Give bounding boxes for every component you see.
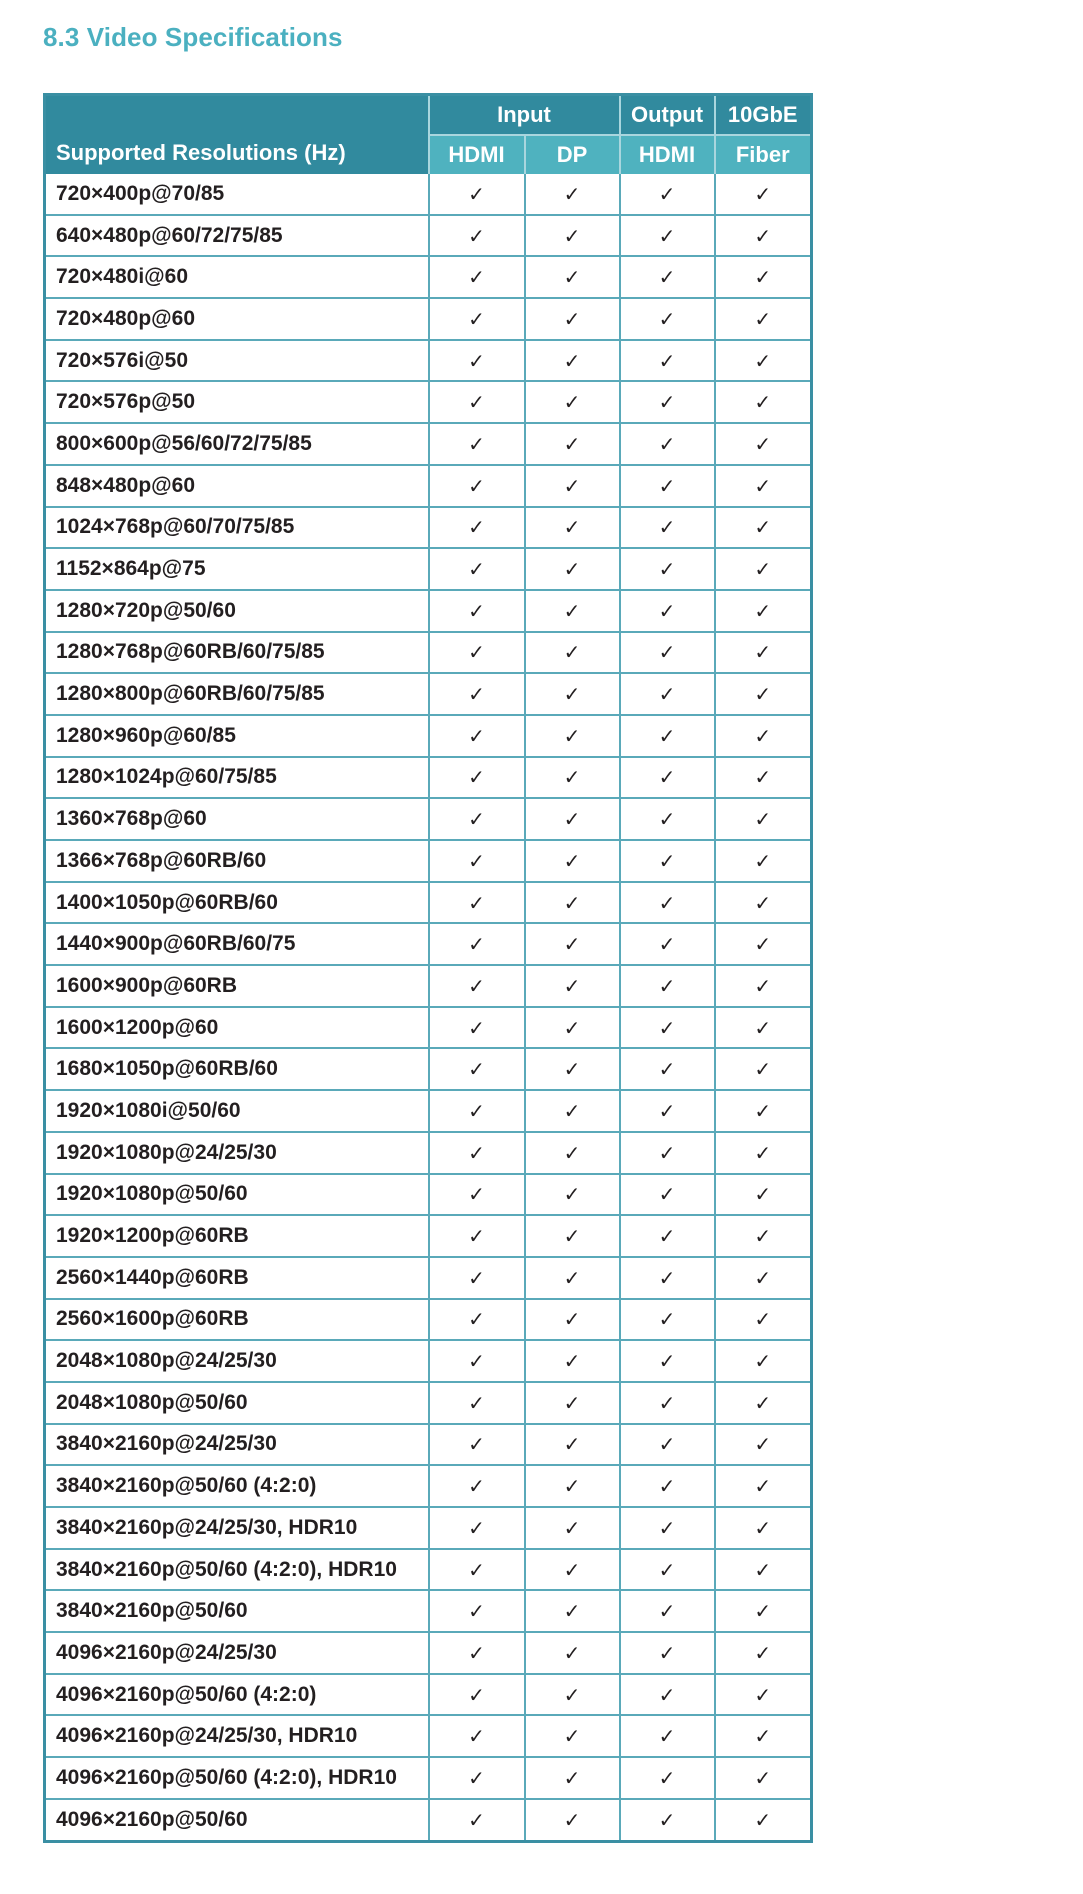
resolution-label: 1600×900p@60RB xyxy=(45,965,429,1007)
check-mark-icon: ✓ xyxy=(525,340,620,382)
check-mark-icon: ✓ xyxy=(525,1299,620,1341)
check-mark-icon: ✓ xyxy=(525,673,620,715)
resolution-label: 3840×2160p@50/60 (4:2:0) xyxy=(45,1465,429,1507)
resolution-label: 720×400p@70/85 xyxy=(45,174,429,215)
table-row xyxy=(45,1215,812,1257)
table-row xyxy=(45,1507,812,1549)
resolution-label: 1152×864p@75 xyxy=(45,548,429,590)
check-mark-icon: ✓ xyxy=(620,1549,715,1591)
table-row xyxy=(45,465,812,507)
table-row xyxy=(45,298,812,340)
check-mark-icon: ✓ xyxy=(620,1715,715,1757)
check-mark-icon: ✓ xyxy=(525,882,620,924)
check-mark-icon: ✓ xyxy=(429,174,525,215)
check-mark-icon: ✓ xyxy=(715,1549,812,1591)
table-row xyxy=(45,1340,812,1382)
check-mark-icon: ✓ xyxy=(715,1382,812,1424)
check-mark-icon: ✓ xyxy=(620,340,715,382)
check-mark-icon: ✓ xyxy=(620,1507,715,1549)
resolution-label: 720×576p@50 xyxy=(45,381,429,423)
header-group-output: Output xyxy=(620,95,715,136)
resolution-label: 720×480p@60 xyxy=(45,298,429,340)
table-row xyxy=(45,1465,812,1507)
table-row xyxy=(45,1382,812,1424)
table-row xyxy=(45,1174,812,1216)
check-mark-icon: ✓ xyxy=(620,757,715,799)
table-row xyxy=(45,1632,812,1674)
resolution-label: 1400×1050p@60RB/60 xyxy=(45,882,429,924)
check-mark-icon: ✓ xyxy=(525,1549,620,1591)
check-mark-icon: ✓ xyxy=(620,298,715,340)
check-mark-icon: ✓ xyxy=(620,1424,715,1466)
resolution-label: 2048×1080p@24/25/30 xyxy=(45,1340,429,1382)
check-mark-icon: ✓ xyxy=(429,590,525,632)
check-mark-icon: ✓ xyxy=(715,298,812,340)
check-mark-icon: ✓ xyxy=(525,1090,620,1132)
table-row xyxy=(45,1590,812,1632)
check-mark-icon: ✓ xyxy=(525,1340,620,1382)
table-row xyxy=(45,1132,812,1174)
resolution-label: 4096×2160p@24/25/30 xyxy=(45,1632,429,1674)
check-mark-icon: ✓ xyxy=(715,1257,812,1299)
check-mark-icon: ✓ xyxy=(429,381,525,423)
check-mark-icon: ✓ xyxy=(620,381,715,423)
check-mark-icon: ✓ xyxy=(620,1632,715,1674)
check-mark-icon: ✓ xyxy=(620,673,715,715)
table-row xyxy=(45,174,812,215)
check-mark-icon: ✓ xyxy=(715,1799,812,1841)
check-mark-icon: ✓ xyxy=(620,590,715,632)
resolution-label: 1920×1080p@50/60 xyxy=(45,1174,429,1216)
check-mark-icon: ✓ xyxy=(429,1048,525,1090)
resolution-label: 1280×1024p@60/75/85 xyxy=(45,757,429,799)
table-row xyxy=(45,1799,812,1841)
check-mark-icon: ✓ xyxy=(429,757,525,799)
check-mark-icon: ✓ xyxy=(715,715,812,757)
resolution-label: 848×480p@60 xyxy=(45,465,429,507)
header-fiber: Fiber xyxy=(715,135,812,174)
check-mark-icon: ✓ xyxy=(429,1715,525,1757)
table-row xyxy=(45,1007,812,1049)
check-mark-icon: ✓ xyxy=(525,590,620,632)
check-mark-icon: ✓ xyxy=(429,215,525,257)
check-mark-icon: ✓ xyxy=(429,1090,525,1132)
check-mark-icon: ✓ xyxy=(620,1132,715,1174)
table-row xyxy=(45,965,812,1007)
check-mark-icon: ✓ xyxy=(429,1174,525,1216)
check-mark-icon: ✓ xyxy=(715,590,812,632)
check-mark-icon: ✓ xyxy=(715,174,812,215)
check-mark-icon: ✓ xyxy=(620,1799,715,1841)
resolution-label: 4096×2160p@24/25/30, HDR10 xyxy=(45,1715,429,1757)
check-mark-icon: ✓ xyxy=(429,798,525,840)
check-mark-icon: ✓ xyxy=(525,507,620,549)
check-mark-icon: ✓ xyxy=(525,840,620,882)
check-mark-icon: ✓ xyxy=(429,1340,525,1382)
check-mark-icon: ✓ xyxy=(715,798,812,840)
table-row xyxy=(45,1424,812,1466)
check-mark-icon: ✓ xyxy=(620,548,715,590)
resolution-label: 1360×768p@60 xyxy=(45,798,429,840)
check-mark-icon: ✓ xyxy=(525,298,620,340)
check-mark-icon: ✓ xyxy=(715,1174,812,1216)
resolution-label: 1680×1050p@60RB/60 xyxy=(45,1048,429,1090)
check-mark-icon: ✓ xyxy=(525,1424,620,1466)
check-mark-icon: ✓ xyxy=(429,340,525,382)
resolution-label: 4096×2160p@50/60 (4:2:0) xyxy=(45,1674,429,1716)
resolution-label: 3840×2160p@24/25/30, HDR10 xyxy=(45,1507,429,1549)
check-mark-icon: ✓ xyxy=(620,1674,715,1716)
check-mark-icon: ✓ xyxy=(715,757,812,799)
resolution-label: 2560×1600p@60RB xyxy=(45,1299,429,1341)
table-row xyxy=(45,632,812,674)
check-mark-icon: ✓ xyxy=(429,1382,525,1424)
check-mark-icon: ✓ xyxy=(525,715,620,757)
check-mark-icon: ✓ xyxy=(429,507,525,549)
check-mark-icon: ✓ xyxy=(715,423,812,465)
check-mark-icon: ✓ xyxy=(525,923,620,965)
check-mark-icon: ✓ xyxy=(429,1424,525,1466)
check-mark-icon: ✓ xyxy=(715,507,812,549)
check-mark-icon: ✓ xyxy=(429,1465,525,1507)
check-mark-icon: ✓ xyxy=(525,1174,620,1216)
check-mark-icon: ✓ xyxy=(429,965,525,1007)
resolution-label: 1600×1200p@60 xyxy=(45,1007,429,1049)
check-mark-icon: ✓ xyxy=(429,1215,525,1257)
check-mark-icon: ✓ xyxy=(525,256,620,298)
check-mark-icon: ✓ xyxy=(429,840,525,882)
check-mark-icon: ✓ xyxy=(620,1590,715,1632)
check-mark-icon: ✓ xyxy=(620,465,715,507)
resolution-label: 1024×768p@60/70/75/85 xyxy=(45,507,429,549)
check-mark-icon: ✓ xyxy=(429,298,525,340)
resolution-label: 1366×768p@60RB/60 xyxy=(45,840,429,882)
check-mark-icon: ✓ xyxy=(429,1674,525,1716)
check-mark-icon: ✓ xyxy=(715,965,812,1007)
check-mark-icon: ✓ xyxy=(429,1007,525,1049)
check-mark-icon: ✓ xyxy=(429,882,525,924)
check-mark-icon: ✓ xyxy=(525,1757,620,1799)
check-mark-icon: ✓ xyxy=(525,1590,620,1632)
check-mark-icon: ✓ xyxy=(620,840,715,882)
check-mark-icon: ✓ xyxy=(525,1674,620,1716)
table-row xyxy=(45,923,812,965)
check-mark-icon: ✓ xyxy=(620,1007,715,1049)
table-row xyxy=(45,507,812,549)
check-mark-icon: ✓ xyxy=(429,1799,525,1841)
check-mark-icon: ✓ xyxy=(715,1424,812,1466)
check-mark-icon: ✓ xyxy=(715,1215,812,1257)
check-mark-icon: ✓ xyxy=(715,215,812,257)
table-row xyxy=(45,757,812,799)
header-group-input: Input xyxy=(429,95,620,136)
check-mark-icon: ✓ xyxy=(620,1048,715,1090)
check-mark-icon: ✓ xyxy=(715,882,812,924)
check-mark-icon: ✓ xyxy=(429,1757,525,1799)
table-row xyxy=(45,340,812,382)
header-supported-resolutions: Supported Resolutions (Hz) xyxy=(45,95,429,175)
check-mark-icon: ✓ xyxy=(715,1632,812,1674)
header-input-hdmi: HDMI xyxy=(429,135,525,174)
check-mark-icon: ✓ xyxy=(525,1215,620,1257)
resolution-label: 720×480i@60 xyxy=(45,256,429,298)
check-mark-icon: ✓ xyxy=(525,381,620,423)
check-mark-icon: ✓ xyxy=(715,1715,812,1757)
check-mark-icon: ✓ xyxy=(620,1465,715,1507)
check-mark-icon: ✓ xyxy=(525,548,620,590)
check-mark-icon: ✓ xyxy=(715,1048,812,1090)
check-mark-icon: ✓ xyxy=(620,882,715,924)
check-mark-icon: ✓ xyxy=(620,715,715,757)
resolution-label: 1280×720p@50/60 xyxy=(45,590,429,632)
check-mark-icon: ✓ xyxy=(620,1299,715,1341)
check-mark-icon: ✓ xyxy=(620,1174,715,1216)
check-mark-icon: ✓ xyxy=(429,1590,525,1632)
check-mark-icon: ✓ xyxy=(620,1257,715,1299)
header-group-10gbe: 10GbE xyxy=(715,95,812,136)
check-mark-icon: ✓ xyxy=(525,1799,620,1841)
check-mark-icon: ✓ xyxy=(715,381,812,423)
resolution-label: 720×576i@50 xyxy=(45,340,429,382)
check-mark-icon: ✓ xyxy=(525,174,620,215)
check-mark-icon: ✓ xyxy=(525,965,620,1007)
check-mark-icon: ✓ xyxy=(715,256,812,298)
table-row xyxy=(45,1090,812,1132)
check-mark-icon: ✓ xyxy=(620,798,715,840)
check-mark-icon: ✓ xyxy=(715,632,812,674)
resolution-label: 1280×960p@60/85 xyxy=(45,715,429,757)
resolution-label: 1920×1200p@60RB xyxy=(45,1215,429,1257)
check-mark-icon: ✓ xyxy=(715,673,812,715)
table-row xyxy=(45,840,812,882)
check-mark-icon: ✓ xyxy=(715,1507,812,1549)
table-row xyxy=(45,548,812,590)
table-row xyxy=(45,673,812,715)
check-mark-icon: ✓ xyxy=(429,1507,525,1549)
check-mark-icon: ✓ xyxy=(525,798,620,840)
check-mark-icon: ✓ xyxy=(620,632,715,674)
check-mark-icon: ✓ xyxy=(429,923,525,965)
check-mark-icon: ✓ xyxy=(620,174,715,215)
check-mark-icon: ✓ xyxy=(429,465,525,507)
check-mark-icon: ✓ xyxy=(715,340,812,382)
table-row xyxy=(45,715,812,757)
resolution-label: 2560×1440p@60RB xyxy=(45,1257,429,1299)
table-row xyxy=(45,882,812,924)
check-mark-icon: ✓ xyxy=(715,840,812,882)
table-row xyxy=(45,1674,812,1716)
resolution-label: 2048×1080p@50/60 xyxy=(45,1382,429,1424)
check-mark-icon: ✓ xyxy=(525,423,620,465)
check-mark-icon: ✓ xyxy=(429,715,525,757)
check-mark-icon: ✓ xyxy=(620,507,715,549)
check-mark-icon: ✓ xyxy=(620,1090,715,1132)
header-output-hdmi: HDMI xyxy=(620,135,715,174)
resolution-label: 4096×2160p@50/60 (4:2:0), HDR10 xyxy=(45,1757,429,1799)
page-title: 8.3 Video Specifications xyxy=(43,22,343,52)
table-row xyxy=(45,381,812,423)
check-mark-icon: ✓ xyxy=(429,1257,525,1299)
header-row-groups xyxy=(45,95,812,136)
check-mark-icon: ✓ xyxy=(715,548,812,590)
check-mark-icon: ✓ xyxy=(525,1257,620,1299)
check-mark-icon: ✓ xyxy=(620,215,715,257)
check-mark-icon: ✓ xyxy=(715,1757,812,1799)
check-mark-icon: ✓ xyxy=(429,673,525,715)
check-mark-icon: ✓ xyxy=(429,423,525,465)
check-mark-icon: ✓ xyxy=(715,1007,812,1049)
check-mark-icon: ✓ xyxy=(429,632,525,674)
check-mark-icon: ✓ xyxy=(715,1132,812,1174)
check-mark-icon: ✓ xyxy=(715,1465,812,1507)
check-mark-icon: ✓ xyxy=(525,1048,620,1090)
header-input-dp: DP xyxy=(525,135,620,174)
check-mark-icon: ✓ xyxy=(715,465,812,507)
table-row xyxy=(45,423,812,465)
table-row xyxy=(45,256,812,298)
resolution-label: 3840×2160p@50/60 (4:2:0), HDR10 xyxy=(45,1549,429,1591)
check-mark-icon: ✓ xyxy=(715,923,812,965)
check-mark-icon: ✓ xyxy=(525,1007,620,1049)
resolution-label: 4096×2160p@50/60 xyxy=(45,1799,429,1841)
check-mark-icon: ✓ xyxy=(715,1674,812,1716)
check-mark-icon: ✓ xyxy=(429,1549,525,1591)
check-mark-icon: ✓ xyxy=(429,548,525,590)
check-mark-icon: ✓ xyxy=(620,1757,715,1799)
table-row xyxy=(45,1048,812,1090)
check-mark-icon: ✓ xyxy=(620,423,715,465)
check-mark-icon: ✓ xyxy=(525,632,620,674)
resolution-label: 640×480p@60/72/75/85 xyxy=(45,215,429,257)
check-mark-icon: ✓ xyxy=(525,1715,620,1757)
check-mark-icon: ✓ xyxy=(620,1382,715,1424)
check-mark-icon: ✓ xyxy=(525,1132,620,1174)
check-mark-icon: ✓ xyxy=(525,1382,620,1424)
resolution-label: 800×600p@56/60/72/75/85 xyxy=(45,423,429,465)
check-mark-icon: ✓ xyxy=(715,1590,812,1632)
check-mark-icon: ✓ xyxy=(620,923,715,965)
resolution-label: 1920×1080i@50/60 xyxy=(45,1090,429,1132)
resolution-label: 1280×800p@60RB/60/75/85 xyxy=(45,673,429,715)
table-row xyxy=(45,1549,812,1591)
check-mark-icon: ✓ xyxy=(715,1299,812,1341)
table-row xyxy=(45,1715,812,1757)
check-mark-icon: ✓ xyxy=(525,465,620,507)
check-mark-icon: ✓ xyxy=(525,1632,620,1674)
check-mark-icon: ✓ xyxy=(429,1632,525,1674)
check-mark-icon: ✓ xyxy=(429,1299,525,1341)
check-mark-icon: ✓ xyxy=(620,1215,715,1257)
check-mark-icon: ✓ xyxy=(525,757,620,799)
table-row xyxy=(45,590,812,632)
video-spec-table xyxy=(43,93,813,1843)
table-row xyxy=(45,1257,812,1299)
resolution-label: 1440×900p@60RB/60/75 xyxy=(45,923,429,965)
resolution-label: 1280×768p@60RB/60/75/85 xyxy=(45,632,429,674)
check-mark-icon: ✓ xyxy=(525,1507,620,1549)
table-row xyxy=(45,798,812,840)
check-mark-icon: ✓ xyxy=(429,1132,525,1174)
check-mark-icon: ✓ xyxy=(715,1090,812,1132)
check-mark-icon: ✓ xyxy=(715,1340,812,1382)
table-row xyxy=(45,1757,812,1799)
check-mark-icon: ✓ xyxy=(525,1465,620,1507)
check-mark-icon: ✓ xyxy=(429,256,525,298)
check-mark-icon: ✓ xyxy=(525,215,620,257)
resolution-label: 3840×2160p@24/25/30 xyxy=(45,1424,429,1466)
check-mark-icon: ✓ xyxy=(620,256,715,298)
table-row xyxy=(45,1299,812,1341)
table-row xyxy=(45,215,812,257)
check-mark-icon: ✓ xyxy=(620,1340,715,1382)
resolution-label: 3840×2160p@50/60 xyxy=(45,1590,429,1632)
resolution-label: 1920×1080p@24/25/30 xyxy=(45,1132,429,1174)
check-mark-icon: ✓ xyxy=(620,965,715,1007)
